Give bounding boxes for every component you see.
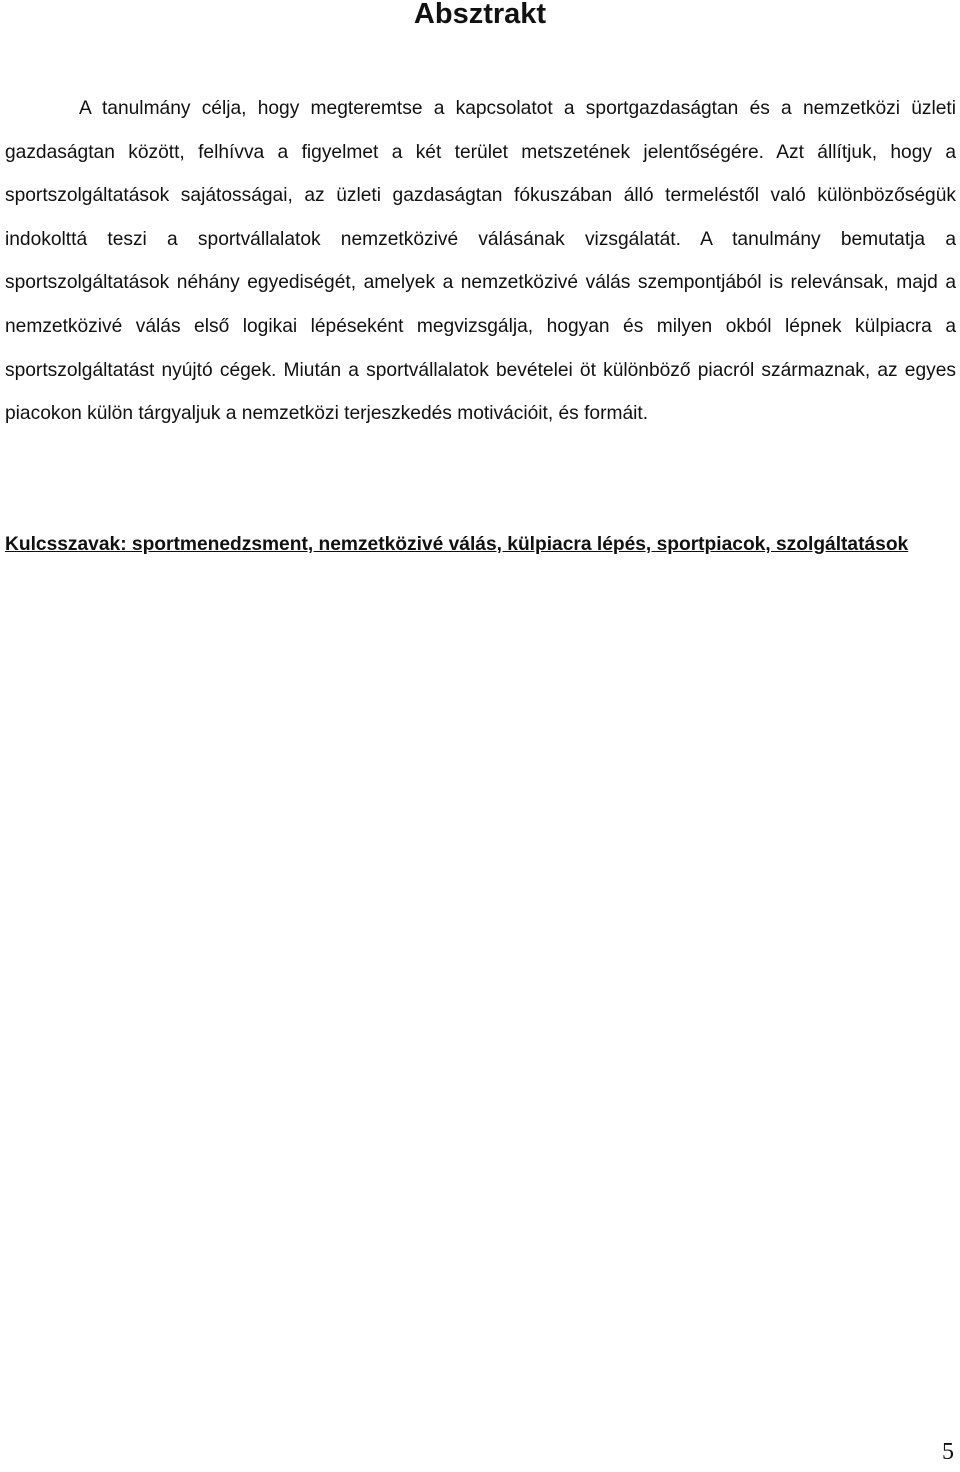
page-title: Absztrakt xyxy=(413,0,547,30)
page-number: 5 xyxy=(942,1439,954,1465)
abstract-text: A tanulmány célja, hogy megteremtse a kapcsolatot a sportgazdaságtan és a nemzetközi üzleti gazdaságtan között, felhívva a figyelmet a két terület metszetének jelentőségére. Azt állítjuk, hogy a sportszolgáltatások sajátosságai, az üzleti gazdaságtan fókuszában álló termeléstől való különbözőségük indokolttá teszi a sportvállalatok nemzetközivé válásának vizsgálatát. A tanulmány bemutatja a sportszolgáltatások néhány egyediségét, amelyek a nemzetközivé válás szempontjából is relevánsak, majd a nemzetközivé válás első logikai lépéseként megvizsgálja, hogyan és milyen okból lépnek külpiacra a sportszolgáltatást nyújtó cégek. Miután a sportvállalatok bevételei öt különböző piacról származnak, az egyes piacokon külön tárgyaljuk a nemzetközi terjeszkedés motivációit, és formáit. xyxy=(5,98,956,425)
abstract-paragraph xyxy=(5,87,956,436)
keywords-line: Kulcsszavak: sportmenedzsment, nemzetközivé válás, külpiacra lépés, sportpiacok, szolgáltatások xyxy=(5,534,909,555)
